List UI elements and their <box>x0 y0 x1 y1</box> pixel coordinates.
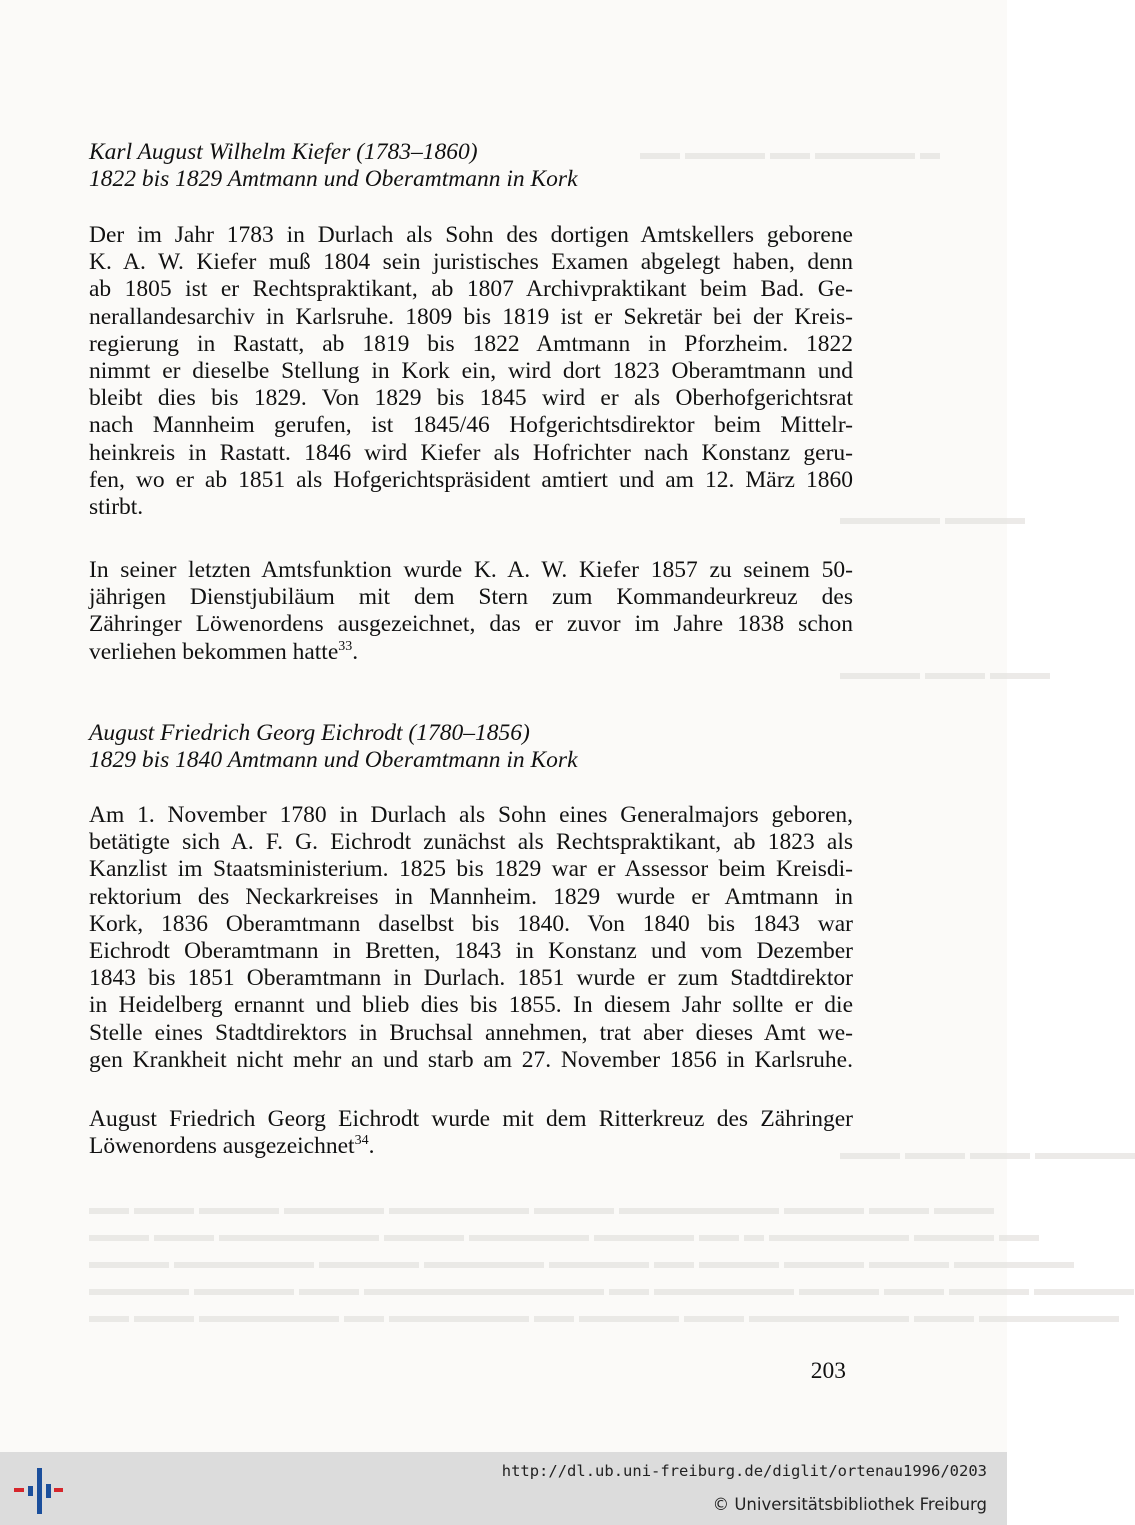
show-through-decoration: ▬▬▬▬ ▬▬▬▬▬▬▬ ▬▬▬▬▬ ▬▬▬▬▬▬ ▬▬▬▬▬ ▬▬ ▬▬▬▬ ▬▬▬▬ ▬▬▬▬ ▬▬▬▬▬▬ <box>89 1251 1074 1273</box>
show-through-decoration: ▬▬▬▬▬ ▬▬▬▬ <box>840 507 1025 529</box>
text-line: in Heidelberg ernannt und blieb dies bis 1855. In diesem Jahr sollte er die <box>89 992 853 1019</box>
text-line: betätigte sich A. F. G. Eichrodt zunächst als Rechtspraktikant, ab 1823 als <box>89 829 853 856</box>
show-through-decoration: ▬▬ ▬▬▬▬ ▬▬ ▬▬▬▬▬ ▬ <box>640 142 940 164</box>
paragraph-kiefer-biography <box>89 222 853 521</box>
copyright-notice: © Universitätsbibliothek Freiburg <box>712 1495 987 1514</box>
section-heading-eichrodt <box>89 720 578 774</box>
text-line: nerallandesarchiv in Karlsruhe. 1809 bis 1819 ist er Sekretär bei der Kreis- <box>89 303 853 330</box>
text-line: bleibt dies bis 1829. Von 1829 bis 1845 wird er als Oberhofgerichtsrat <box>89 385 853 412</box>
text-line: Stelle eines Stadtdirektors in Bruchsal annehmen, trat aber dieses Amt we- <box>89 1019 853 1046</box>
text-line: Am 1. November 1780 in Durlach als Sohn eines Generalmajors geboren, <box>89 802 853 828</box>
show-through-decoration: ▬▬▬ ▬▬▬ ▬▬▬ ▬▬▬▬▬ <box>840 1142 1135 1164</box>
text-fragment: verliehen bekommen hatte <box>89 638 339 665</box>
ub-freiburg-logo-icon <box>12 1462 64 1518</box>
text-fragment: . <box>352 638 359 665</box>
show-through-decoration: ▬▬ ▬▬▬ ▬▬▬▬▬▬▬ ▬▬ ▬▬▬▬▬▬▬ ▬▬ ▬▬▬▬▬ ▬▬▬ ▬▬▬▬▬▬▬▬ ▬▬▬ ▬▬▬▬▬▬▬ <box>89 1305 1119 1327</box>
text-line: nimmt er dieselbe Stellung in Kork ein, wird dort 1823 Oberamtmann und <box>89 357 853 384</box>
page-number: 203 <box>810 1358 846 1384</box>
text-line: rektorium des Neckarkreises in Mannheim. 1829 wurde er Amtmann in <box>89 883 853 910</box>
text-line-last <box>89 639 853 666</box>
show-through-decoration: ▬▬▬▬ ▬▬▬ ▬▬▬ <box>840 662 1050 684</box>
paragraph-eichrodt-biography <box>89 802 853 1074</box>
section-heading-kiefer <box>89 139 578 193</box>
text-line: heinkreis in Rastatt. 1846 wird Kiefer als Hofrichter nach Konstanz geru- <box>89 439 853 466</box>
heading-office-line: 1822 bis 1829 Amtmann und Oberamtmann in Kork <box>89 166 578 192</box>
text-line: fen, wo er ab 1851 als Hofgerichtspräsident amtiert und am 12. März 1860 <box>89 466 853 493</box>
text-line: ab 1805 ist er Rechtspraktikant, ab 1807 Archivpraktikant beim Bad. Ge- <box>89 276 853 303</box>
text-line: Kanzlist im Staatsministerium. 1825 bis 1829 war er Assessor beim Kreisdi- <box>89 856 853 883</box>
text-line: 1843 bis 1851 Oberamtmann in Durlach. 1851 wurde er zum Stadtdirektor <box>89 965 853 992</box>
heading-name-line: Karl August Wilhelm Kiefer (1783–1860) <box>89 139 478 165</box>
heading-office-line: 1829 bis 1840 Amtmann und Oberamtmann in Kork <box>89 747 578 773</box>
text-line: nach Mannheim gerufen, ist 1845/46 Hofgerichtsdirektor beim Mittelr- <box>89 412 853 439</box>
footer-bar <box>0 1452 1007 1525</box>
text-line: Zähringer Löwenordens ausgezeichnet, das er zuvor im Jahre 1838 schon <box>89 611 853 638</box>
text-line: August Friedrich Georg Eichrodt wurde mit dem Ritterkreuz des Zähringer <box>89 1106 853 1132</box>
text-line: Der im Jahr 1783 in Durlach als Sohn des dortigen Amtskellers geborene <box>89 222 853 248</box>
text-fragment: Löwenordens ausgezeichnet <box>89 1133 355 1160</box>
show-through-decoration: ▬▬▬▬▬ ▬▬▬▬▬ ▬▬▬ ▬▬▬▬▬▬▬▬▬▬▬▬ ▬▬ ▬▬▬▬▬▬▬ ▬▬▬▬ ▬▬▬ ▬▬▬▬ ▬▬▬▬▬ <box>89 1278 1134 1300</box>
permalink-url-link[interactable]: http://dl.ub.uni-freiburg.de/diglit/ortenau1996/0203 <box>501 1462 987 1480</box>
text-line: gen Krankheit nicht mehr an und starb am 27. November 1856 in Karlsruhe. <box>89 1046 853 1073</box>
show-through-decoration: ▬▬ ▬▬▬ ▬▬▬▬ ▬▬▬▬▬ ▬▬▬▬▬▬▬ ▬▬▬▬ ▬▬▬▬▬▬▬▬ ▬▬▬▬ ▬▬▬ ▬▬▬ <box>89 1197 994 1219</box>
heading-name-line: August Friedrich Georg Eichrodt (1780–1856) <box>89 720 530 746</box>
text-fragment: . <box>368 1133 375 1160</box>
footnote-reference-33: 33 <box>338 638 353 654</box>
text-line: K. A. W. Kiefer muß 1804 sein juristisches Examen abgelegt haben, denn <box>89 249 853 276</box>
text-line: jährigen Dienstjubiläum mit dem Stern zum Kommandeurkreuz des <box>89 584 853 611</box>
text-line: Eichrodt Oberamtmann in Bretten, 1843 in Konstanz und vom Dezember <box>89 937 853 964</box>
text-line: regierung in Rastatt, ab 1819 bis 1822 Amtmann in Pforzheim. 1822 <box>89 330 853 357</box>
text-line: In seiner letzten Amtsfunktion wurde K. A. W. Kiefer 1857 zu seinem 50- <box>89 557 853 583</box>
footnote-reference-34: 34 <box>354 1133 369 1149</box>
paragraph-kiefer-honours <box>89 557 853 666</box>
text-line: Kork, 1836 Oberamtmann daselbst bis 1840. Von 1840 bis 1843 war <box>89 910 853 937</box>
show-through-decoration: ▬▬▬ ▬▬▬ ▬▬▬▬▬▬▬▬ ▬▬▬▬ ▬▬▬▬▬▬ ▬▬▬▬▬ ▬▬ ▬ ▬▬▬▬▬▬▬ ▬▬▬▬ ▬▬ <box>89 1224 1039 1246</box>
text-line-last <box>89 1133 853 1160</box>
paragraph-eichrodt-honours <box>89 1106 853 1160</box>
text-line-last: stirbt. <box>89 493 144 520</box>
